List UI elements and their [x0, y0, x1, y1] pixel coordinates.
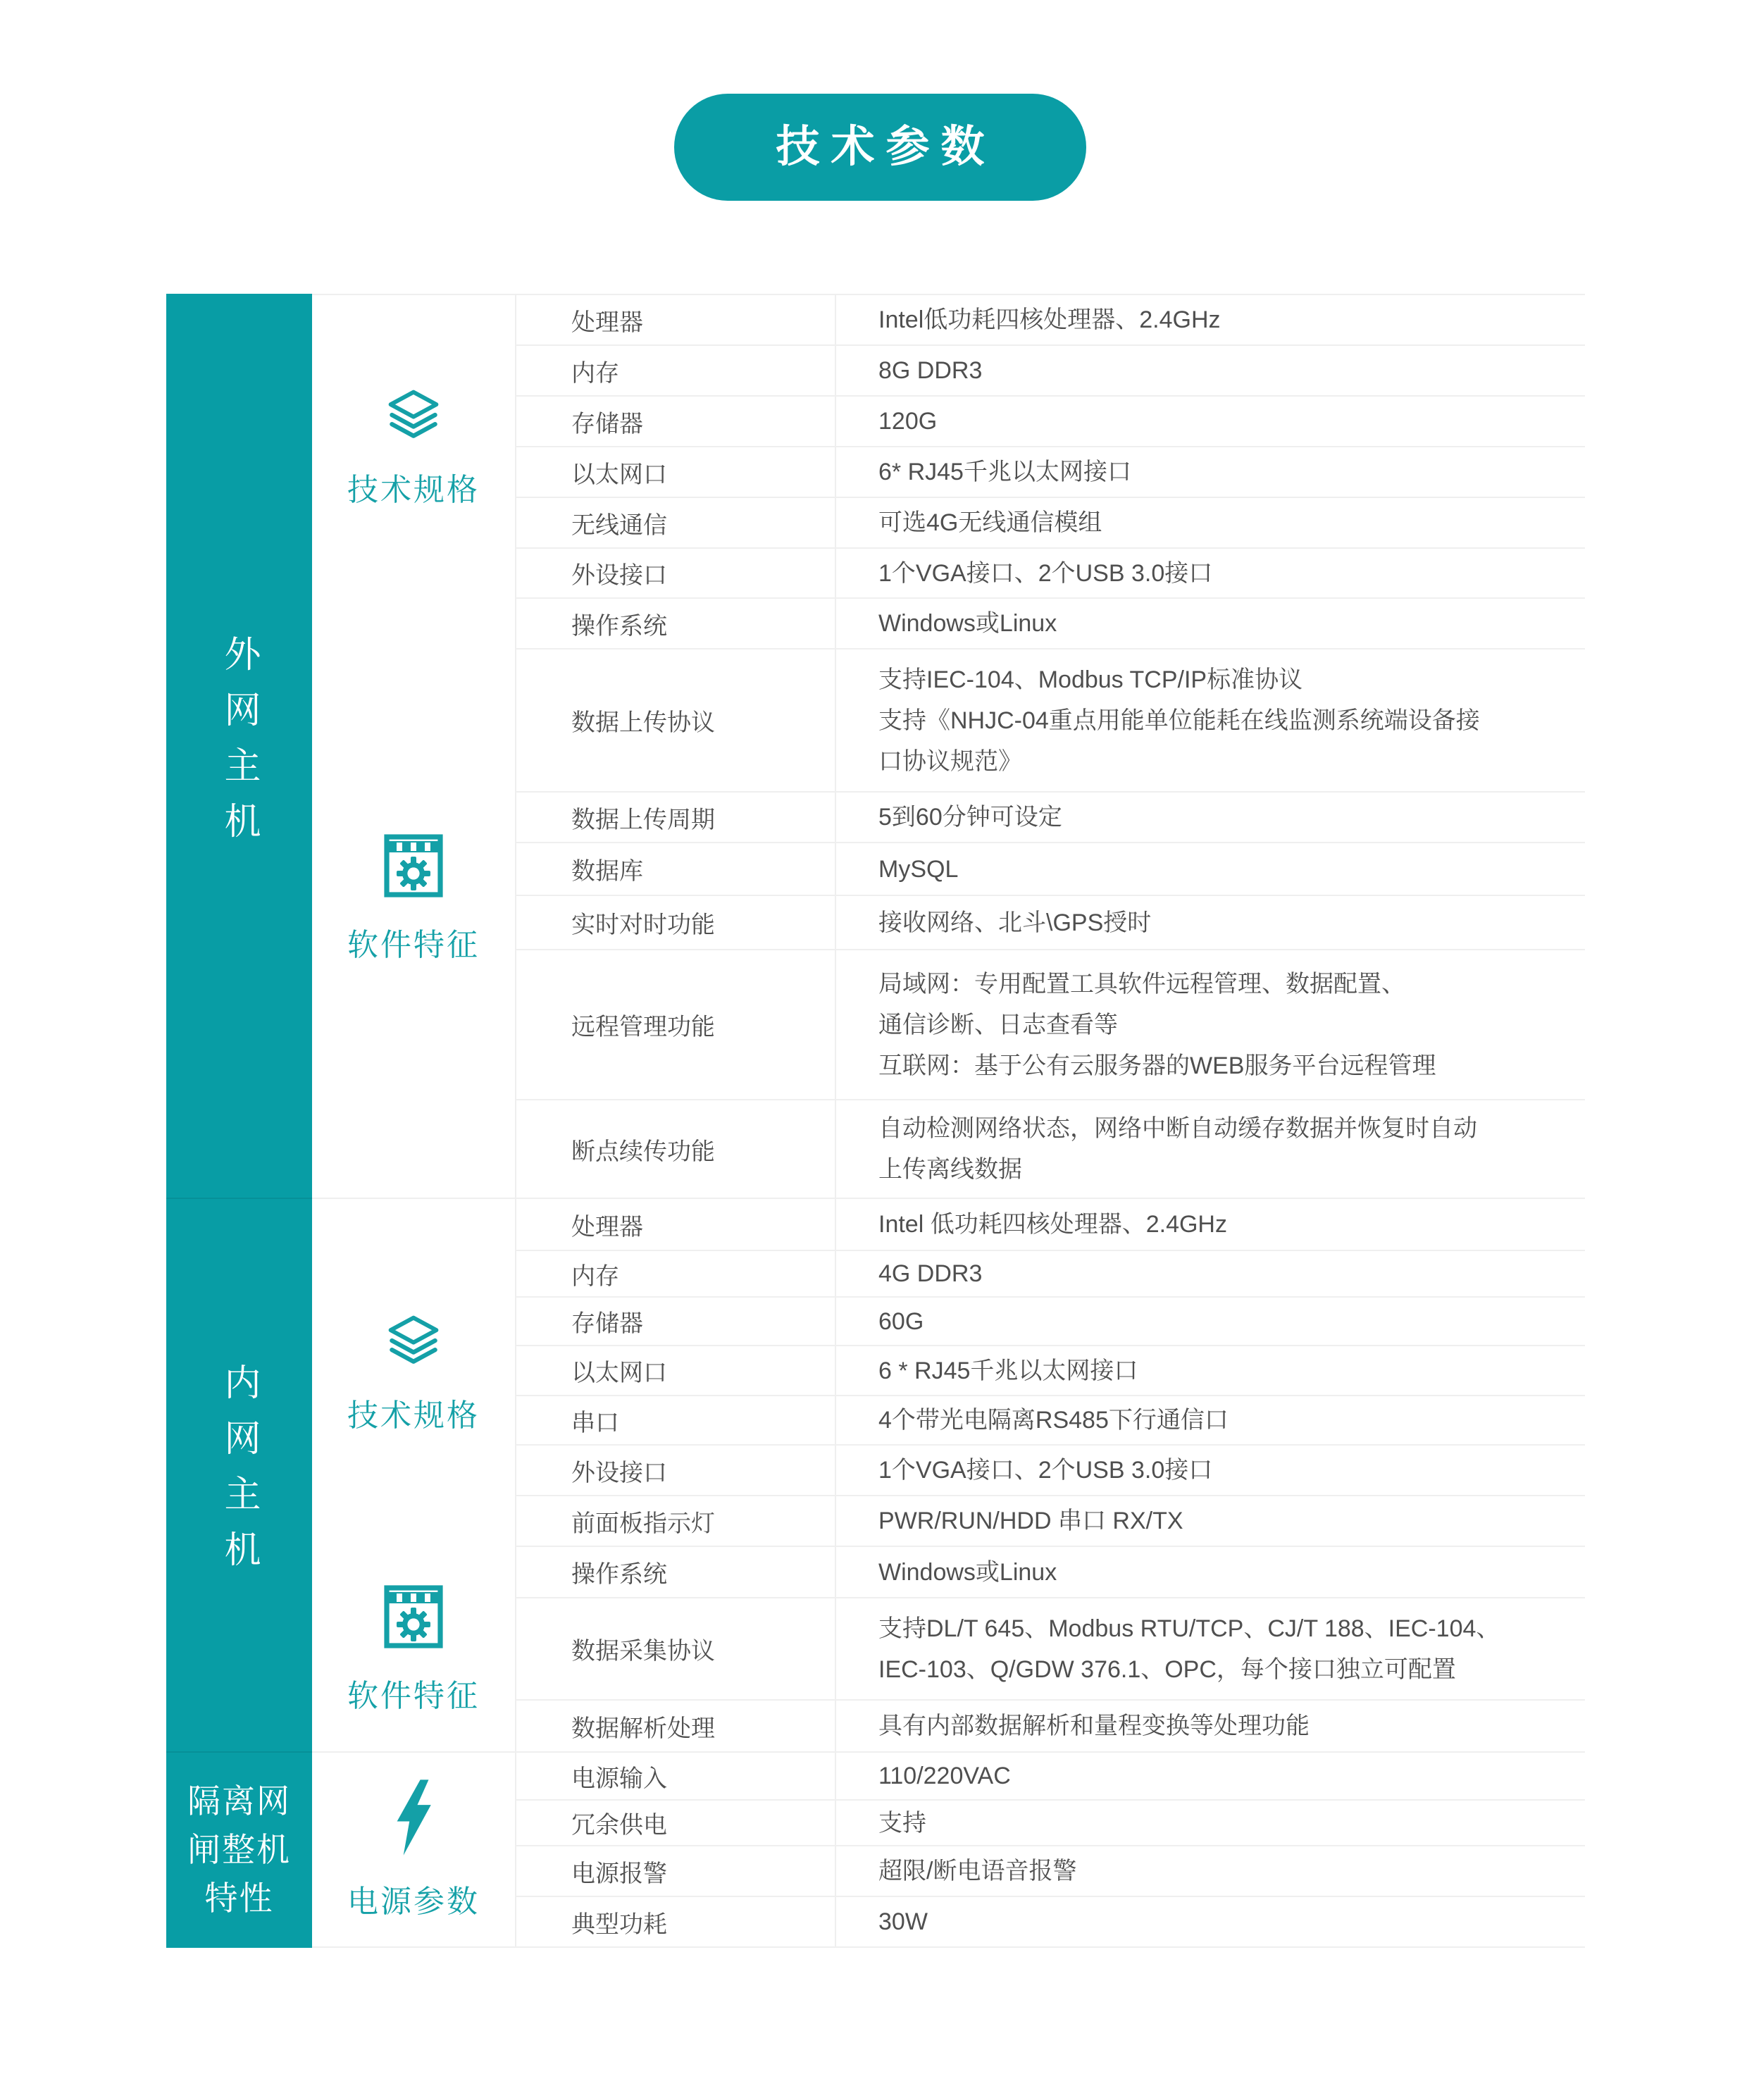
param-name: 以太网口	[516, 447, 836, 497]
spec-row	[516, 295, 1585, 346]
spec-row	[516, 1598, 1585, 1701]
category-label: 软件特征	[347, 1679, 480, 1713]
spec-row	[516, 1396, 1585, 1446]
param-name: 内存	[516, 1251, 836, 1296]
param-value: 110/220VAC	[878, 1763, 1011, 1789]
param-name: 断点续传功能	[516, 1100, 836, 1198]
param-value: 支持DL/T 645、Modbus RTU/TCP、CJ/T 188、IEC-104、 IEC-103、Q/GDW 376.1、OPC，每个接口独立可配置	[878, 1615, 1500, 1683]
param-value: 支持	[878, 1809, 926, 1837]
section-isolation-gateway	[166, 1751, 1585, 1948]
spec-row	[516, 549, 1585, 599]
param-name: 无线通信	[516, 498, 836, 547]
param-name: 前面板指示灯	[516, 1496, 836, 1546]
param-value: 自动检测网络状态，网络中断自动缓存数据并恢复时自动 上传离线数据	[878, 1115, 1477, 1183]
category-label: 软件特征	[347, 928, 480, 962]
param-name: 以太网口	[516, 1346, 836, 1395]
param-value: MySQL	[878, 855, 959, 883]
param-name: 外设接口	[516, 1446, 836, 1495]
param-value: 4G DDR3	[878, 1260, 983, 1287]
param-value: 1个VGA接口、2个USB 3.0接口	[878, 559, 1213, 587]
group-tech-spec	[312, 295, 1585, 599]
param-value: 8G DDR3	[878, 357, 983, 384]
spec-row	[516, 397, 1585, 447]
section-side	[166, 1198, 312, 1751]
param-name: 远程管理功能	[516, 950, 836, 1099]
param-value: Windows或Linux	[878, 610, 1057, 637]
spec-row	[516, 1897, 1585, 1946]
category-label: 电源参数	[347, 1884, 480, 1919]
category-cell	[312, 1753, 515, 1946]
spec-row	[516, 896, 1585, 950]
section-external-host	[166, 294, 1585, 1198]
param-value: 60G	[878, 1307, 924, 1335]
lightning-icon	[390, 1779, 437, 1856]
spec-table	[166, 294, 1585, 1948]
spec-row	[516, 1199, 1585, 1251]
param-name: 存储器	[516, 1298, 836, 1345]
param-name: 操作系统	[516, 1547, 836, 1597]
spec-row	[516, 498, 1585, 549]
spec-row	[516, 1846, 1585, 1897]
spec-row	[516, 1701, 1585, 1751]
param-name: 操作系统	[516, 599, 836, 648]
category-cell	[312, 599, 515, 1198]
spec-row	[516, 950, 1585, 1100]
category-cell	[312, 1199, 515, 1547]
param-name: 典型功耗	[516, 1897, 836, 1946]
param-value: 可选4G无线通信模组	[878, 509, 1102, 536]
param-name: 数据库	[516, 843, 836, 895]
spec-row	[516, 843, 1585, 896]
section-internal-host	[166, 1198, 1585, 1751]
section-side	[166, 1751, 312, 1948]
group-tech-spec	[312, 1199, 1585, 1547]
param-name: 处理器	[516, 295, 836, 344]
param-name: 实时对时功能	[516, 896, 836, 949]
param-name: 处理器	[516, 1199, 836, 1250]
param-name: 串口	[516, 1396, 836, 1444]
param-value: 超限/断电语音报警	[878, 1858, 1077, 1884]
group-power-params	[312, 1753, 1585, 1946]
param-value: 30W	[878, 1908, 928, 1935]
param-value: 5到60分钟可设定	[878, 804, 1062, 831]
spec-row	[516, 346, 1585, 397]
param-name: 数据解析处理	[516, 1701, 836, 1751]
spec-row	[516, 1251, 1585, 1298]
param-value: 局域网：专用配置工具软件远程管理、数据配置、 通信诊断、日志查看等 互联网：基于公有云服务器的WEB服务平台远程管理	[878, 970, 1436, 1079]
group-software-feature	[312, 1547, 1585, 1751]
title-pill	[674, 94, 1086, 201]
param-value: 120G	[878, 408, 938, 435]
window-gear-icon	[383, 832, 444, 900]
param-value: Windows或Linux	[878, 1558, 1057, 1586]
param-name: 冗余供电	[516, 1801, 836, 1845]
section-side	[166, 294, 312, 1198]
spec-row	[516, 1346, 1585, 1396]
spec-row	[516, 650, 1585, 793]
param-value: 具有内部数据解析和量程变换等处理功能	[878, 1713, 1310, 1739]
section-label: 外网主机	[218, 634, 259, 857]
param-value: 6* RJ45千兆以太网接口	[878, 459, 1131, 485]
param-name: 数据上传周期	[516, 793, 836, 842]
layers-icon	[384, 1311, 443, 1370]
spec-row	[516, 1446, 1585, 1496]
param-name: 内存	[516, 346, 836, 395]
layers-icon	[384, 385, 443, 445]
param-value: 6 * RJ45千兆以太网接口	[878, 1357, 1138, 1384]
spec-row	[516, 793, 1585, 843]
param-value: Intel 低功耗四核处理器、2.4GHz	[878, 1211, 1227, 1238]
param-name: 数据上传协议	[516, 650, 836, 791]
section-label: 隔离网 闸整机 特性	[187, 1782, 291, 1917]
spec-row	[516, 1753, 1585, 1801]
param-name: 存储器	[516, 397, 836, 446]
spec-row	[516, 1547, 1585, 1598]
param-name: 电源输入	[516, 1753, 836, 1799]
param-name: 电源报警	[516, 1846, 836, 1896]
category-cell	[312, 1547, 515, 1751]
category-label: 技术规格	[347, 472, 480, 507]
param-name: 外设接口	[516, 549, 836, 597]
param-value: PWR/RUN/HDD 串口 RX/TX	[878, 1508, 1183, 1534]
spec-row	[516, 447, 1585, 498]
spec-row	[516, 599, 1585, 650]
category-label: 技术规格	[347, 1398, 480, 1433]
spec-row	[516, 1496, 1585, 1547]
param-value: Intel低功耗四核处理器、2.4GHz	[878, 306, 1221, 333]
group-software-feature	[312, 599, 1585, 1198]
param-value: 支持IEC-104、Modbus TCP/IP标准协议 支持《NHJC-04重点用能单位能耗在线监测系统端设备接 口协议规范》	[878, 666, 1480, 775]
param-name: 数据采集协议	[516, 1598, 836, 1699]
page-title: 技术参数	[776, 123, 996, 171]
spec-row	[516, 1801, 1585, 1846]
spec-row	[516, 1298, 1585, 1346]
spec-row	[516, 1100, 1585, 1198]
section-label: 内网主机	[218, 1363, 259, 1586]
param-value: 接收网络、北斗\GPS授时	[878, 909, 1152, 936]
param-value: 4个带光电隔离RS485下行通信口	[878, 1407, 1229, 1434]
window-gear-icon	[383, 1583, 444, 1651]
category-cell	[312, 295, 515, 599]
param-value: 1个VGA接口、2个USB 3.0接口	[878, 1457, 1213, 1484]
